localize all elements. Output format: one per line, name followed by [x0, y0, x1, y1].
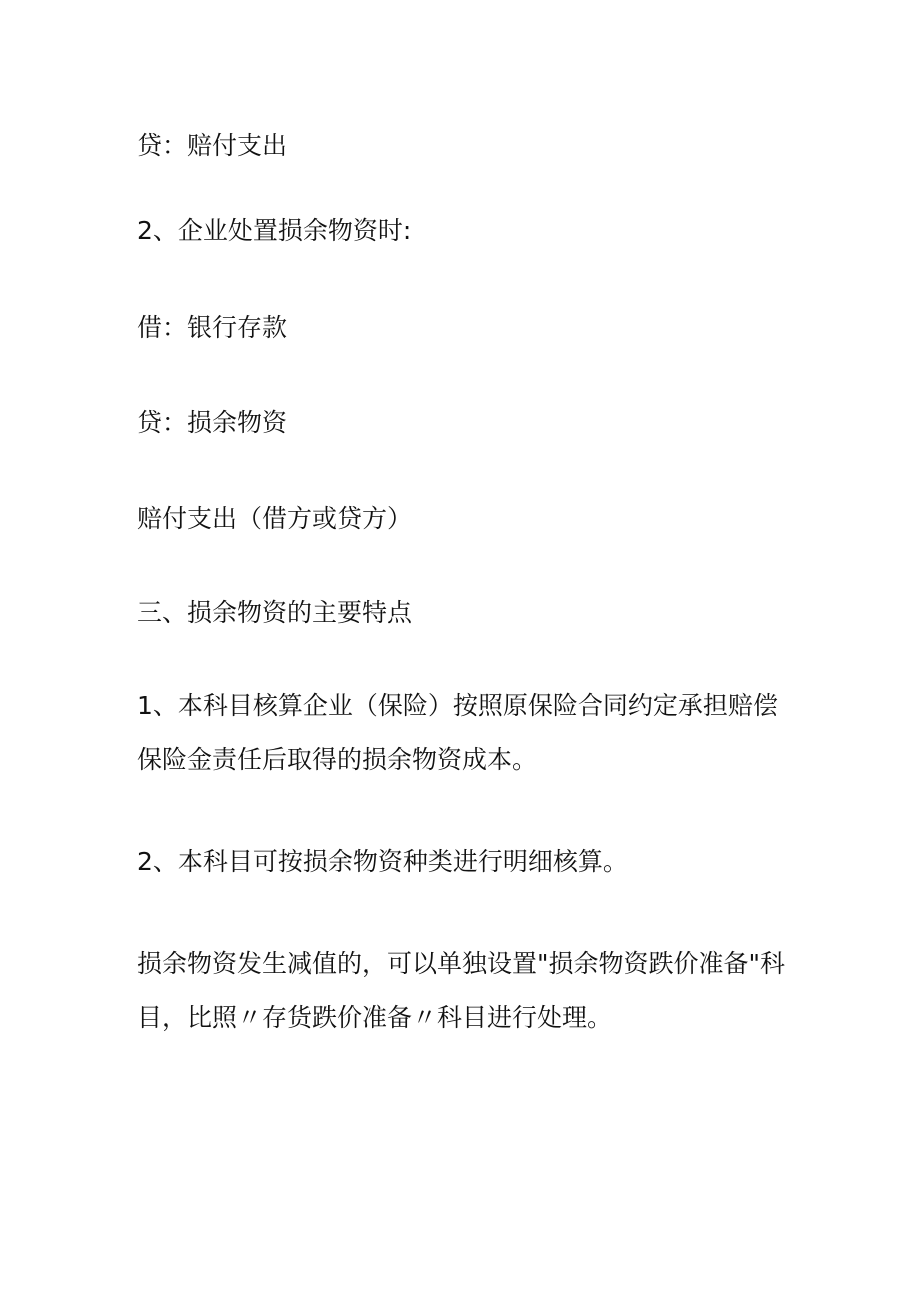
- section-three-heading: 三、损余物资的主要特点: [137, 598, 413, 627]
- credit-claims-line: 贷：赔付支出: [137, 131, 288, 160]
- feature-1-paragraph: 1、本科目核算企业（保险）按照原保险合同约定承担赔偿保险金责任后取得的损余物资成本。: [137, 691, 778, 774]
- credit-salvage-line: 贷：损余物资: [137, 408, 288, 437]
- impairment-paragraph: 损余物资发生减值的，可以单独设置"损余物资跌价准备"科目，比照〃存货跌价准备〃科目进行处理。: [137, 949, 786, 1032]
- feature-2-paragraph: 2、本科目可按损余物资种类进行明细核算。: [137, 847, 628, 876]
- debit-bank-line: 借：银行存款: [137, 313, 288, 342]
- disposal-heading: 2、企业处置损余物资时:: [137, 216, 412, 245]
- claims-debit-or-credit-line: 赔付支出（借方或贷方）: [137, 504, 413, 533]
